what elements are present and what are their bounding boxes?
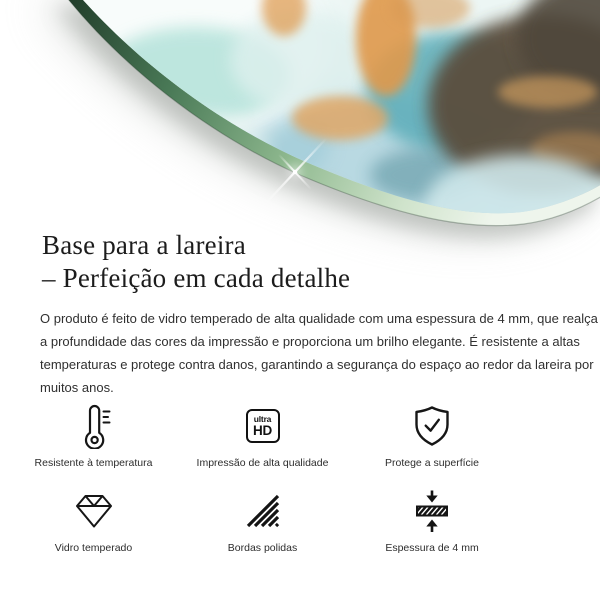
feature-grid [9, 402, 517, 555]
feature-print-quality [178, 402, 347, 470]
feature-tempered-glass [9, 487, 178, 555]
description-line-3: temperaturas e protege contra danos, garantindo a segurança do espaço ao redor da lareira por [40, 357, 594, 372]
page-title [42, 229, 350, 295]
ultra-hd-badge-top: ultra [253, 414, 272, 424]
description-line-2: a profundidade das cores da impressão e proporciona um brilho elegante. É resistente a altas [40, 334, 580, 349]
polished-edges-icon [245, 487, 281, 535]
ultra-hd-icon [246, 402, 280, 450]
thermometer-icon [77, 402, 111, 450]
shield-check-icon [413, 402, 451, 450]
feature-polished-edges [178, 487, 347, 555]
feature-label: Resistente à temperatura [34, 457, 153, 469]
description-line-4: muitos anos. [40, 380, 114, 395]
feature-label: Impressão de alta qualidade [196, 457, 329, 469]
feature-temperature-resistant [9, 402, 178, 470]
thickness-4mm-icon [414, 487, 450, 535]
feature-label: Protege a superfície [385, 457, 479, 469]
feature-thickness [347, 487, 517, 555]
diamond-icon [74, 487, 114, 535]
page-title-line-2: – Perfeição em cada detalhe [42, 263, 351, 293]
feature-label: Bordas polidas [227, 542, 298, 554]
feature-label: Espessura de 4 mm [385, 542, 479, 554]
page-title-line-1: Base para a lareira [42, 230, 246, 260]
feature-surface-protection [347, 402, 517, 470]
feature-label: Vidro temperado [54, 542, 133, 554]
ultra-hd-badge-bottom: HD [253, 423, 272, 438]
description-line-1: O produto é feito de vidro temperado de alta qualidade com uma espessura de 4 mm, que realça [40, 311, 598, 326]
product-description [40, 307, 598, 399]
